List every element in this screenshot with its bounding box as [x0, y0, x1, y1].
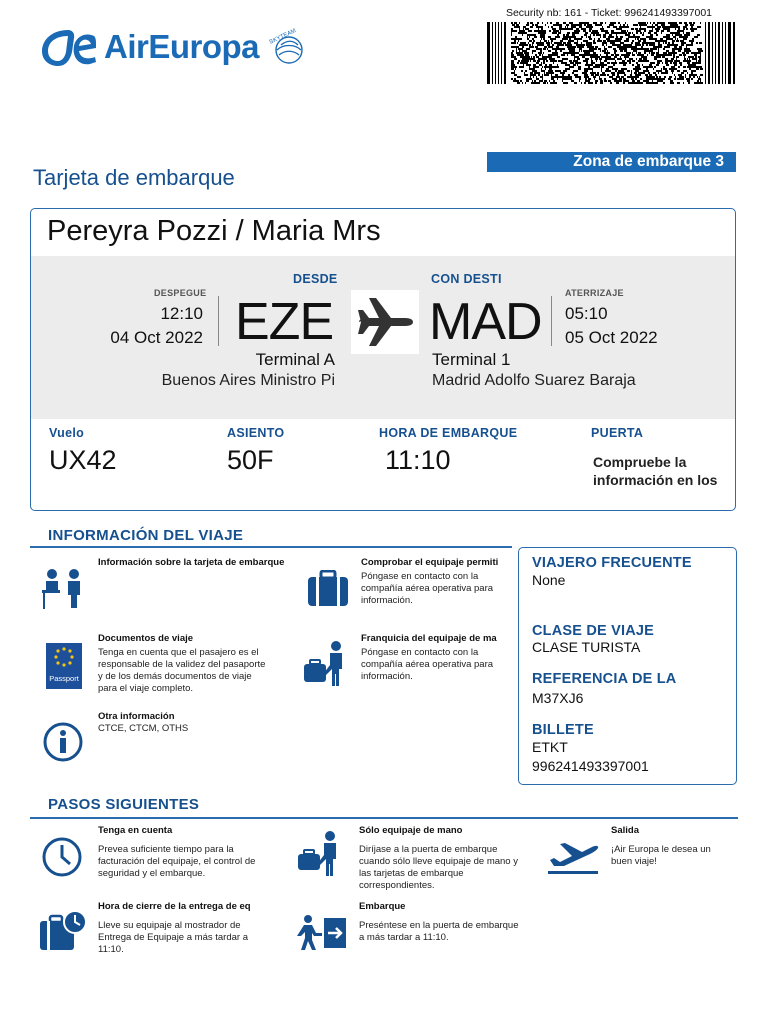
trip-item-body: Póngase en contacto con la compañía aérea operativa para información.: [361, 571, 494, 606]
boarding-zone-banner: Zona de embarque 3: [487, 152, 736, 172]
divider: [30, 817, 738, 819]
page-title: Tarjeta de embarque: [33, 165, 235, 190]
trip-item-title: Comprobar el equipaje permiti: [361, 557, 499, 568]
trip-info-heading: INFORMACIÓN DEL VIAJE: [48, 527, 244, 544]
agent-desk-icon: [40, 566, 86, 615]
travel-class-label: CLASE DE VIAJE: [532, 623, 655, 639]
passenger-name: Pereyra Pozzi / Maria Mrs: [47, 215, 381, 247]
trip-item-title: Franquicia del equipaje de ma: [361, 633, 497, 644]
person-luggage-icon: [302, 640, 350, 693]
clock-icon: [41, 836, 83, 883]
passport-icon: [46, 643, 82, 689]
step-title: Salida: [611, 825, 639, 836]
to-label: CON DESTI: [431, 272, 502, 286]
bag-clock-icon: [38, 910, 88, 957]
trip-item-title: Información sobre la tarjeta de embarque: [98, 557, 285, 568]
plane-icon-box: [351, 290, 419, 354]
step-body: Diríjase a la puerta de embarque cuando sólo lleve equipaje de mano y las tarjetas de embarque correspondientes.: [359, 844, 518, 891]
ticket-number: 996241493397001: [532, 758, 649, 774]
destination-terminal: Terminal 1: [432, 350, 511, 369]
frequent-flyer-value: None: [532, 572, 566, 588]
departure-plane-icon: [546, 836, 600, 881]
departure-label: DESPEGUE: [154, 288, 207, 298]
ticket-label: BILLETE: [532, 722, 594, 738]
divider: [30, 546, 512, 548]
suitcase-icon: [306, 570, 350, 613]
info-icon: [42, 721, 84, 768]
departure-time: 12:10: [160, 304, 203, 323]
boarding-pass-card: [30, 208, 736, 511]
from-label: DESDE: [293, 272, 338, 286]
booking-reference-label: REFERENCIA DE LA: [532, 671, 677, 687]
step-title: Sólo equipaje de mano: [359, 825, 463, 836]
airplane-icon: [351, 290, 419, 354]
divider: [551, 296, 552, 346]
passport-icon-text: Passport: [49, 674, 79, 683]
origin-code: EZE: [235, 293, 334, 351]
step-title: Embarque: [359, 901, 406, 912]
passenger-info-panel: [518, 547, 737, 785]
air-europa-ae-icon: [38, 24, 100, 70]
boarding-time: 11:10: [385, 445, 451, 475]
travel-class-value: CLASE TURISTA: [532, 639, 641, 655]
step-title: Hora de cierre de la entrega de eq: [98, 901, 251, 912]
trip-item-body: Póngase en contacto con la compañía aérea operativa para información.: [361, 647, 494, 682]
step-body: ¡Air Europa le desea un buen viaje!: [611, 844, 711, 867]
frequent-flyer-label: VIAJERO FRECUENTE: [532, 555, 692, 571]
gate-value-line1: Compruebe la: [593, 454, 687, 470]
step-body: Lleve su equipaje al mostrador de Entrega de Equipaje a más tardar a 11:10.: [98, 920, 248, 955]
trip-item-body: Tenga en cuenta que el pasajero es el responsable de la validez del pasaporte y de los demás documentos de viaje para el viaje completo.: [98, 647, 266, 694]
boarding-barcode: [487, 22, 735, 84]
destination-code: MAD: [429, 293, 542, 351]
trip-item-title: Otra información: [98, 711, 175, 722]
boarding-gate-icon: [296, 914, 348, 957]
brand-name: AirEuropa: [104, 28, 260, 65]
gate-label: PUERTA: [591, 426, 644, 440]
step-body: Preséntese en la puerta de embarque a más tardar a 11:10.: [359, 920, 519, 943]
divider: [218, 296, 219, 346]
flight-number: UX42: [49, 445, 117, 475]
arrival-label: ATERRIZAJE: [565, 288, 624, 298]
seat-number: 50F: [227, 445, 274, 475]
destination-airport: Madrid Adolfo Suarez Baraja: [432, 372, 636, 389]
trip-item-title: Documentos de viaje: [98, 633, 194, 644]
boarding-time-label: HORA DE EMBARQUE: [379, 426, 518, 440]
step-title: Tenga en cuenta: [98, 825, 173, 836]
ticket-type: ETKT: [532, 739, 568, 755]
person-luggage-icon: [296, 830, 344, 883]
security-ticket-line: Security nb: 161 - Ticket: 996241493397001: [505, 7, 712, 19]
origin-terminal: Terminal A: [255, 350, 335, 369]
booking-reference-value: M37XJ6: [532, 690, 584, 706]
gate-value-line2: información en los: [593, 472, 718, 488]
step-body: Prevea suficiente tiempo para la facturación del equipaje, el control de seguridad y el embarque.: [98, 844, 256, 879]
skyteam-logo-icon: [263, 24, 311, 70]
airline-logo: [38, 22, 311, 72]
eu-stars-icon: [46, 643, 82, 675]
next-steps-heading: PASOS SIGUIENTES: [48, 796, 200, 813]
skyteam-text: SKYTEAM: [268, 28, 298, 46]
route-panel: [31, 256, 735, 419]
arrival-date: 05 Oct 2022: [565, 328, 658, 347]
trip-item-body: CTCE, CTCM, OTHS: [98, 723, 189, 734]
departure-date: 04 Oct 2022: [110, 328, 203, 347]
seat-label: ASIENTO: [227, 426, 285, 440]
origin-airport: Buenos Aires Ministro Pi: [161, 372, 335, 389]
arrival-time: 05:10: [565, 304, 608, 323]
flight-label: Vuelo: [49, 426, 85, 440]
